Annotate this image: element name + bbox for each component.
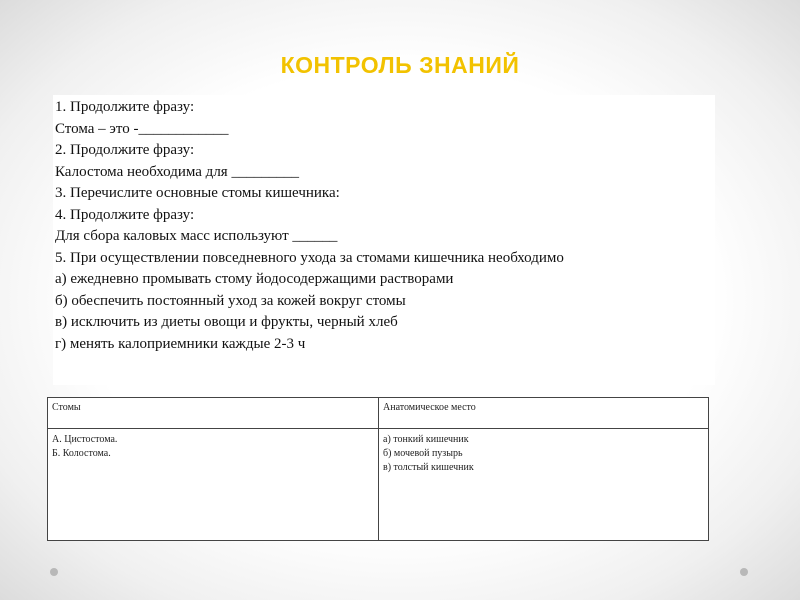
question-line: в) исключить из диеты овощи и фрукты, черный хлеб <box>55 314 398 330</box>
question-line: г) менять калоприемники каждые 2-3 ч <box>55 335 306 352</box>
decorative-dot-right <box>740 568 748 576</box>
question-line: б) обеспечить постоянный уход за кожей вокруг стомы <box>55 292 406 309</box>
table-header-anatomical-place: Анатомическое место <box>379 398 709 429</box>
question-line: Стома – это -____________ <box>55 120 229 137</box>
questions-block <box>53 95 715 385</box>
place-item: а) тонкий кишечник <box>383 434 469 445</box>
decorative-dot-left <box>50 568 58 576</box>
slide-title: КОНТРОЛЬ ЗНАНИЙ <box>280 52 520 78</box>
question-line: 4. Продолжите фразу: <box>55 206 195 223</box>
table-cell-anatomical-places <box>379 429 709 541</box>
question-line: 2. Продолжите фразу: <box>55 142 195 158</box>
place-item: б) мочевой пузырь <box>383 448 463 459</box>
question-line: 5. При осуществлении повседневного ухода за стомами кишечника необходимо <box>55 249 564 266</box>
question-line: 3. Перечислите основные стомы кишечника: <box>55 185 340 201</box>
question-line: Калостома необходима для _________ <box>55 163 299 180</box>
question-line: 1. Продолжите фразу: <box>55 99 195 115</box>
matching-table <box>47 397 709 541</box>
question-line: а) ежедневно промывать стому йодосодержащими растворами <box>55 271 454 287</box>
place-item: в) толстый кишечник <box>383 462 474 473</box>
table-header-stomas: Стомы <box>48 398 379 429</box>
stoma-item: Б. Колостома. <box>52 448 111 459</box>
stoma-item: А. Цистостома. <box>52 434 118 445</box>
question-line: Для сбора каловых масс используют ______ <box>55 228 338 244</box>
table-cell-stomas <box>48 429 379 541</box>
